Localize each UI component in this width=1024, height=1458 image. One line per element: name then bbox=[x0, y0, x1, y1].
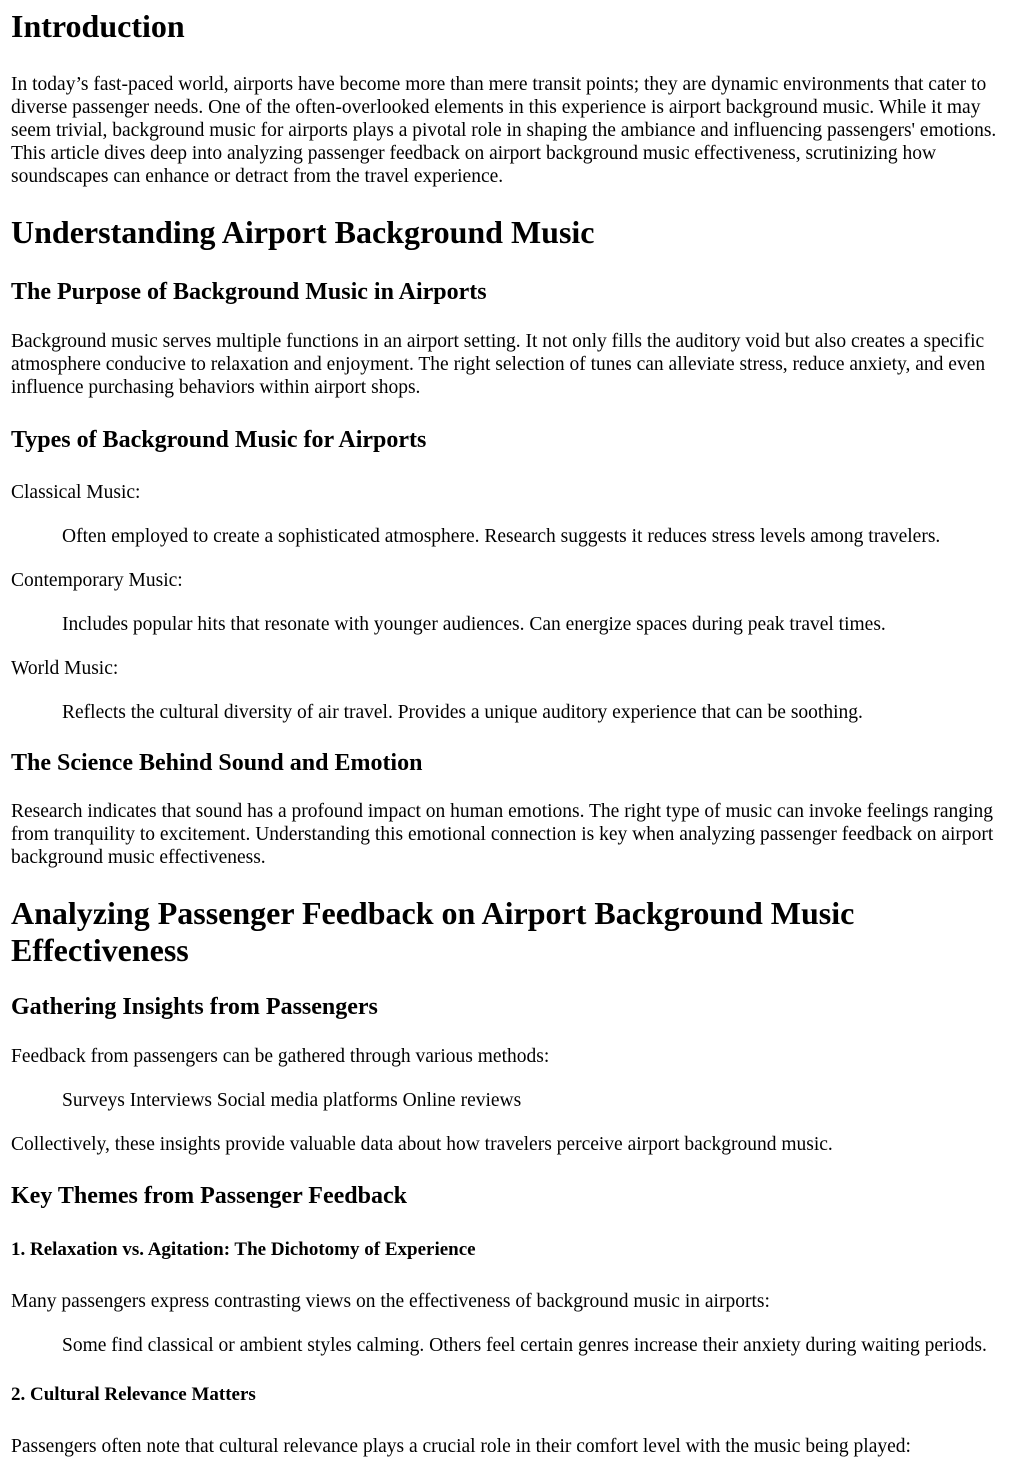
intro-paragraph: In today’s fast-paced world, airports have become more than mere transit points; they are dynamic environments that cater to diverse passenger needs. One of the often-overlooked elements in this experience is airport background music. While it may seem trivial, background music for airports plays a pivotal role in shaping the ambiance and influencing passengers' emotions. This article dives deep into analyzing passenger feedback on airport background music effectiveness, scrutinizing how soundscapes can enhance or detract from the travel experience. bbox=[11, 74, 997, 187]
heading-key-themes: Key Themes from Passenger Feedback bbox=[11, 1183, 407, 1209]
type-term-contemporary: Contemporary Music: bbox=[11, 570, 183, 591]
science-paragraph: Research indicates that sound has a profound impact on human emotions. The right type of music can invoke feelings ranging from tranquility to excitement. Understanding this emotional connection is key when analyzing passenger feedback on airport background music effectiveness. bbox=[11, 801, 994, 868]
purpose-paragraph: Background music serves multiple functions in an airport setting. It not only fills the auditory void but also creates a specific atmosphere conducive to relaxation and enjoyment. The right selection of tunes can alleviate stress, reduce anxiety, and even influence purchasing behaviors within airport shops. bbox=[11, 331, 986, 398]
heading-types: Types of Background Music for Airports bbox=[11, 427, 427, 453]
type-desc-world: Reflects the cultural diversity of air travel. Provides a unique auditory experience that can be soothing. bbox=[62, 702, 863, 723]
cultural-intro: Passengers often note that cultural relevance plays a crucial role in their comfort level with the music being played: bbox=[11, 1436, 911, 1457]
relaxation-points: Some find classical or ambient styles calming. Others feel certain genres increase their anxiety during waiting periods. bbox=[62, 1335, 987, 1356]
article bbox=[0, 8, 1024, 1458]
gathering-intro: Feedback from passengers can be gathered through various methods: bbox=[11, 1046, 550, 1067]
relaxation-intro: Many passengers express contrasting views on the effectiveness of background music in airports: bbox=[11, 1291, 770, 1312]
gathering-outro: Collectively, these insights provide valuable data about how travelers perceive airport background music. bbox=[11, 1134, 833, 1155]
heading-analyzing: Analyzing Passenger Feedback on Airport Background Music Effectiveness bbox=[11, 895, 855, 968]
gathering-methods: Surveys Interviews Social media platforms Online reviews bbox=[62, 1090, 522, 1111]
type-desc-contemporary: Includes popular hits that resonate with younger audiences. Can energize spaces during peak travel times. bbox=[62, 614, 886, 635]
heading-relaxation: 1. Relaxation vs. Agitation: The Dichotomy of Experience bbox=[11, 1239, 476, 1260]
heading-science: The Science Behind Sound and Emotion bbox=[11, 750, 423, 776]
heading-gathering: Gathering Insights from Passengers bbox=[11, 994, 378, 1020]
type-desc-classical: Often employed to create a sophisticated atmosphere. Research suggests it reduces stress levels among travelers. bbox=[62, 526, 941, 547]
type-term-classical: Classical Music: bbox=[11, 482, 141, 503]
heading-introduction: Introduction bbox=[11, 8, 185, 44]
heading-purpose: The Purpose of Background Music in Airports bbox=[11, 279, 487, 305]
heading-cultural: 2. Cultural Relevance Matters bbox=[11, 1384, 256, 1405]
heading-understanding: Understanding Airport Background Music bbox=[11, 214, 595, 250]
type-term-world: World Music: bbox=[11, 658, 119, 679]
